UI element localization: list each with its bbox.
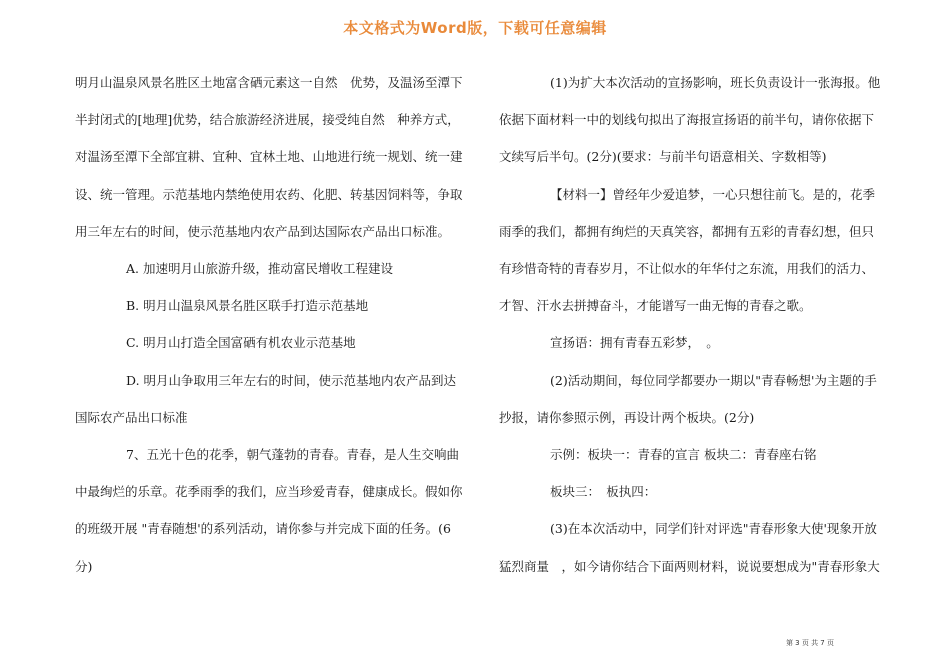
slogan-line: 宣扬语：拥有青春五彩梦， 。 xyxy=(550,335,719,351)
right-column xyxy=(499,64,883,585)
material-one-line: 有珍惜奇特的青春岁月，不让似水的年华付之东流，用我们的活力、 xyxy=(499,261,875,277)
option-d-continuation: 国际农产品出口标准 xyxy=(75,409,188,425)
option-a: A. 加速明月山旅游升级，推动富民增收工程建设 xyxy=(126,261,393,277)
question-3-line: 猛烈商量 ，如今请你结合下面两则材料，说说要想成为"青春形象大 xyxy=(499,558,880,574)
paragraph-line: 对温汤至潭下全部宜耕、宜种、宜林土地、山地进行统一规划、统一建 xyxy=(75,149,463,165)
left-column xyxy=(75,64,477,585)
question-7-line: 的班级开展 "青春随想'的系列活动，请你参与并完成下面的任务。(6 xyxy=(75,521,451,537)
material-one-line: 【材料一】曾经年少爱追梦，一心只想往前飞。是的，花季 xyxy=(550,186,876,202)
document-header-banner: 本文格式为Word版，下载可任意编辑 xyxy=(343,19,607,37)
page-number: 第 3 页 共 7 页 xyxy=(785,639,834,647)
material-one-line: 雨季的我们，都拥有绚烂的天真笑容，都拥有五彩的青春幻想，但只 xyxy=(499,223,875,239)
material-one-line: 才智、汗水去拼搏奋斗，才能谱写一曲无悔的青春之歌。 xyxy=(499,298,812,314)
option-b: B. 明月山温泉风景名胜区联手打造示范基地 xyxy=(126,298,369,314)
question-7-line: 中最绚烂的乐章。花季雨季的我们，应当珍爱青春，健康成长。假如你 xyxy=(75,484,463,500)
paragraph-line: 明月山温泉风景名胜区土地富含硒元素这一自然 优势，及温汤至潭下 xyxy=(75,75,463,90)
question-7-line: 分) xyxy=(75,558,93,574)
option-c: C. 明月山打造全国富硒有机农业示范基地 xyxy=(126,335,356,351)
question-3-line: (3)在本次活动中，同学们针对评选"青春形象大使'现象开放 xyxy=(550,521,877,537)
question-1-line: (1)为扩大本次活动的宣扬影响，班长负责设计一张海报。他 xyxy=(550,75,881,90)
question-1-line: 依据下面材料一中的划线句拟出了海报宣扬语的前半句，请你依据下 xyxy=(499,112,875,128)
blocks-line: 板块三： 板执四： xyxy=(550,484,657,500)
option-d: D. 明月山争取用三年左右的时间，使示范基地内农产品到达 xyxy=(126,372,457,388)
paragraph-line: 用三年左右的时间，使示范基地内农产品到达国际农产品出口标准。 xyxy=(75,223,451,239)
question-2-line: (2)活动期间，每位同学都要办一期以"青春畅想'为主题的手 xyxy=(550,372,877,388)
question-7-line: 7、五光十色的花季，朝气蓬勃的青春。青春，是人生交响曲 xyxy=(126,447,459,463)
paragraph-line: 半封闭式的[地理]优势，结合旅游经济进展，接受纯自然 种养方式， xyxy=(75,112,460,128)
example-line: 示例：板块一：青春的宣言 板块二：青春座右铭 xyxy=(550,447,817,463)
question-1-line: 文续写后半句。(2分)(要求：与前半句语意相关、字数相等) xyxy=(499,149,827,165)
question-2-line: 抄报，请你参照示例，再设计两个板块。(2分) xyxy=(499,409,755,425)
paragraph-line: 设、统一管理。示范基地内禁绝使用农药、化肥、转基因饲料等，争取 xyxy=(75,186,463,202)
